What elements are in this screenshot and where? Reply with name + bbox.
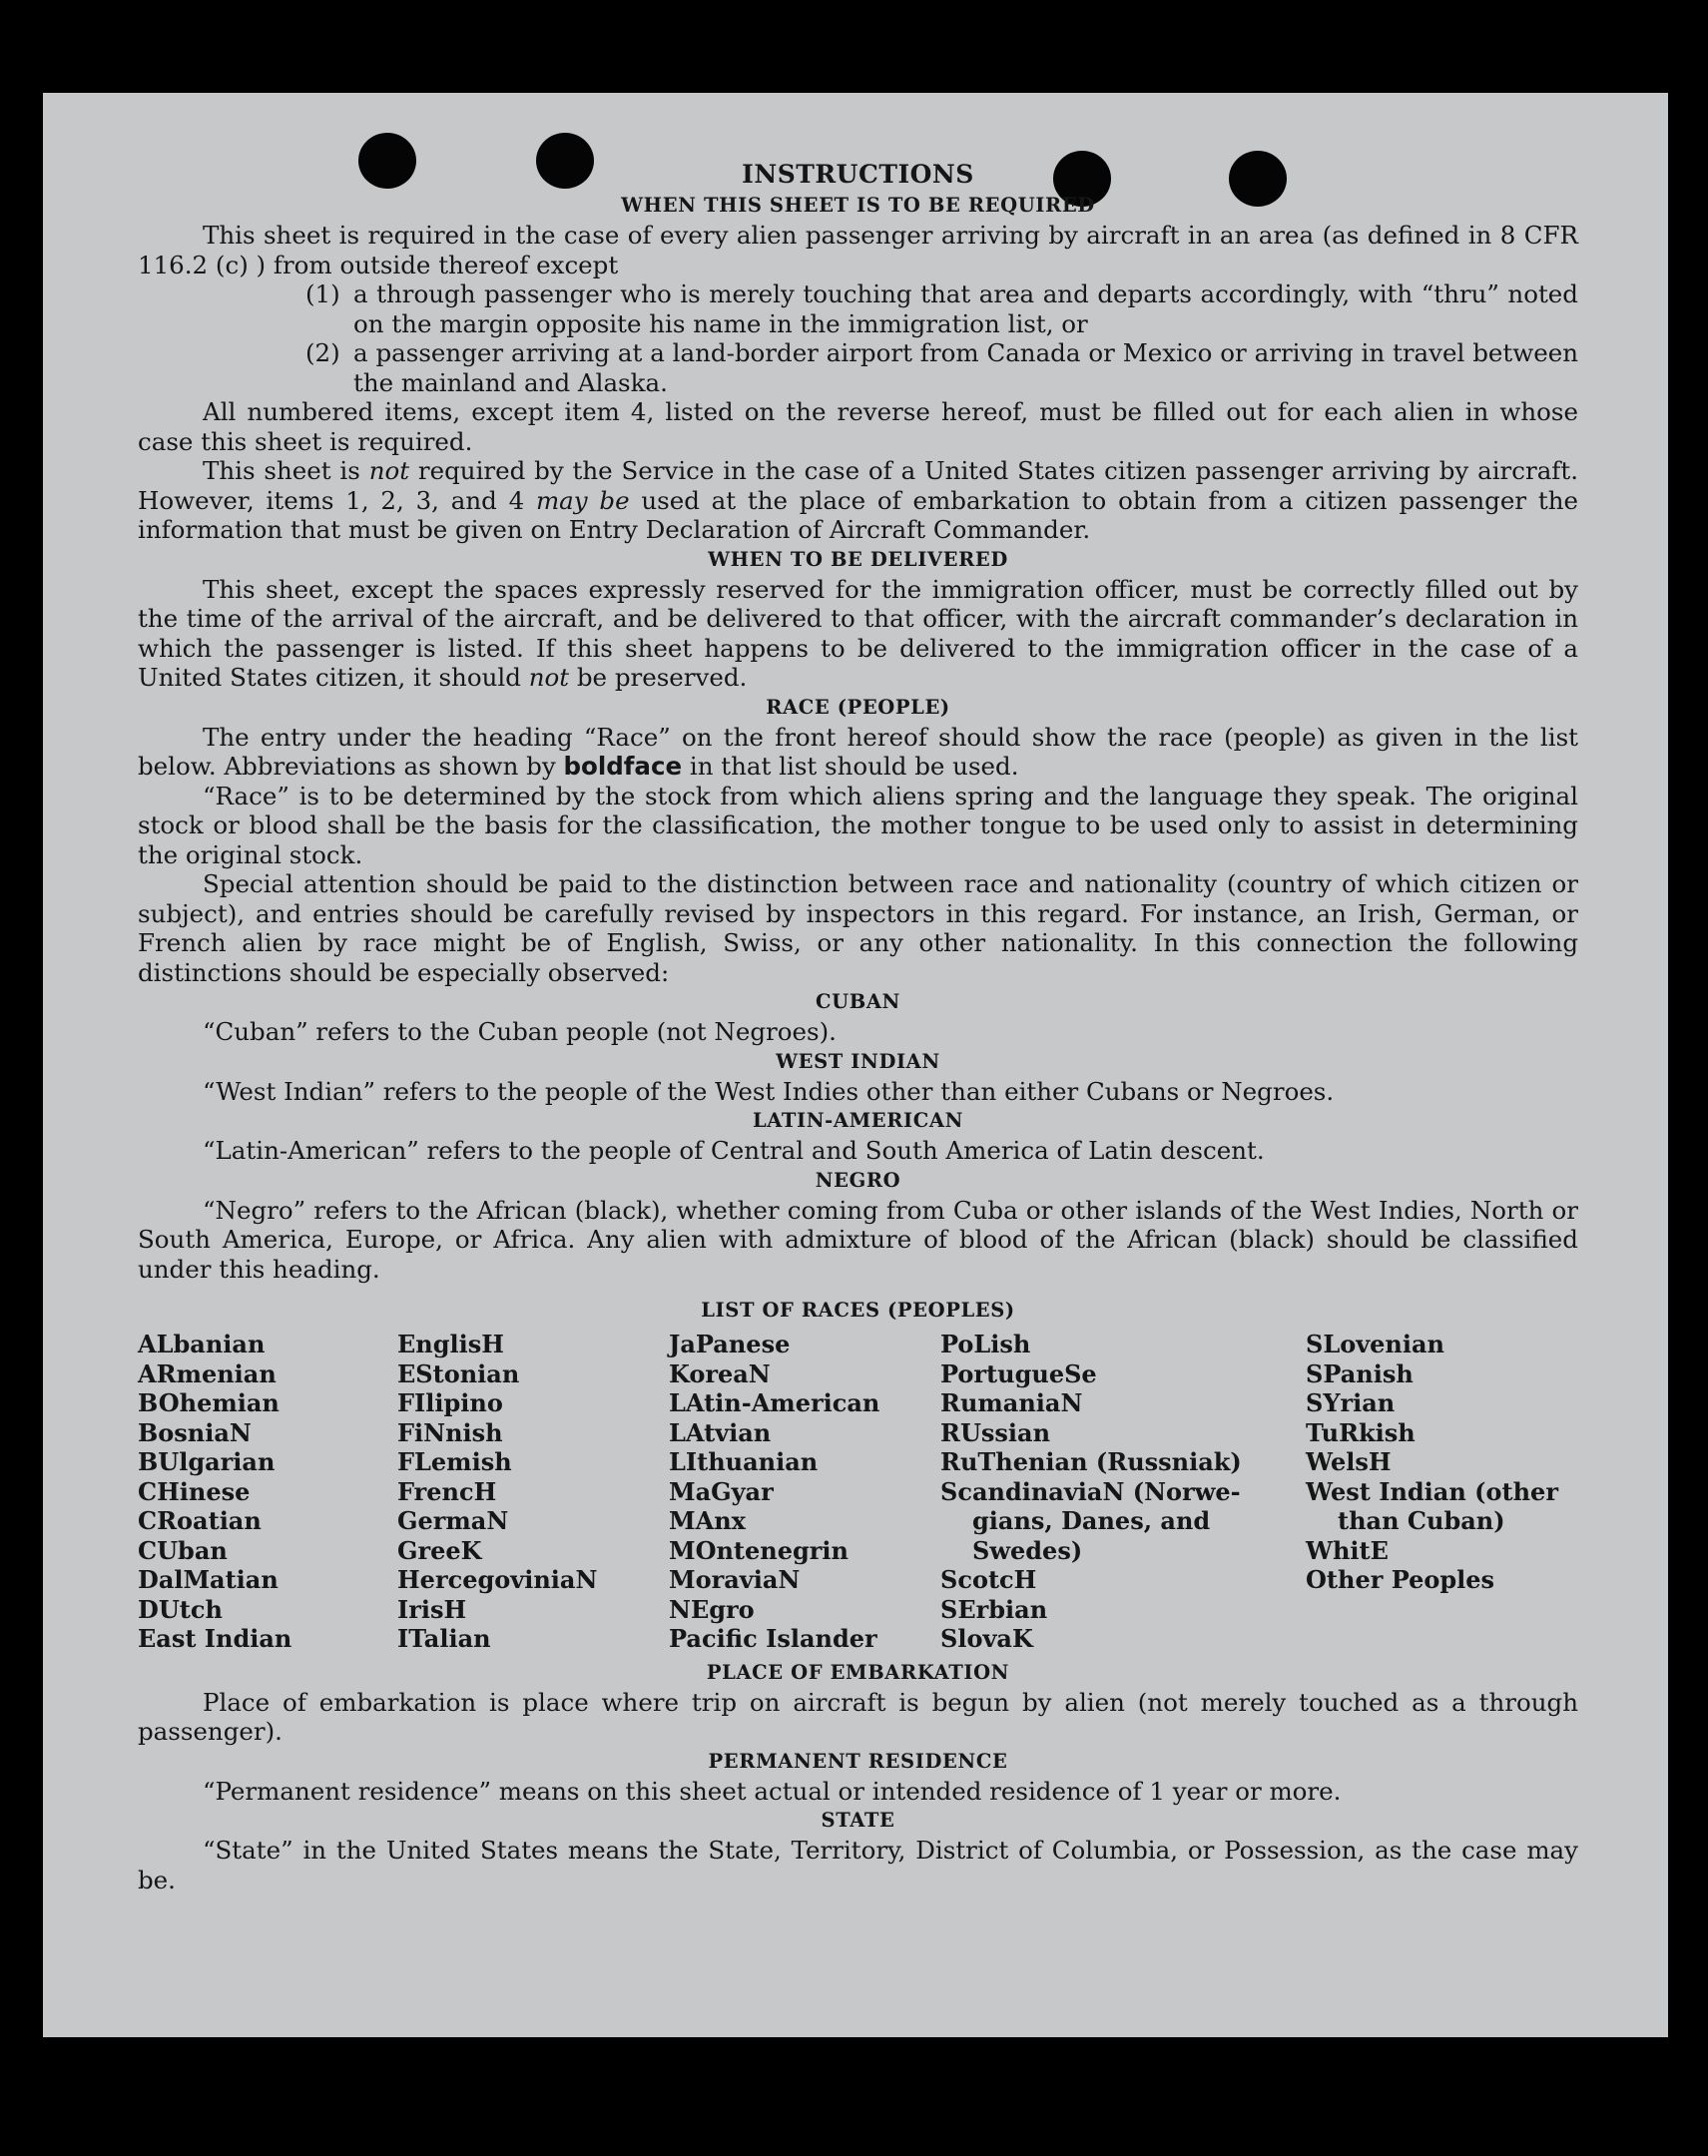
- heading-list-of-races: LIST OF RACES (PEOPLES): [701, 1299, 1015, 1322]
- race-entry: RuThenian (Russniak): [940, 1447, 1242, 1476]
- races-column: [1306, 1330, 1578, 1654]
- race-entry: ScotcH: [940, 1565, 1037, 1594]
- race-entry: BUlgarian: [138, 1447, 276, 1476]
- race-entry: SPanish: [1306, 1358, 1414, 1388]
- races-column: [940, 1330, 1306, 1654]
- paragraph-required-intro: This sheet is required in the case of every alien passenger arriving by aircraft in an area (as defined in 8 CFR 116.2 (c) ) from outside thereof except: [138, 221, 1578, 279]
- document-page: [43, 93, 1668, 2037]
- race-entry: MOntenegrin: [669, 1535, 849, 1565]
- race-entry: IrisH: [397, 1594, 467, 1624]
- paragraph-negro: “Negro” refers to the African (black), whether coming from Cuba or other islands of the West Indies, North or South America, Europe, or Africa. Any alien with admixture of blood of the African (black) should be classified under this heading.: [138, 1195, 1578, 1284]
- races-column: [397, 1330, 669, 1654]
- race-entry: MoraviaN: [669, 1565, 801, 1594]
- race-entry: RumaniaN: [940, 1388, 1083, 1417]
- race-entry: JaPanese: [669, 1330, 791, 1358]
- heading-when-delivered: WHEN TO BE DELIVERED: [708, 547, 1008, 571]
- paragraph-embarkation: Place of embarkation is place where trip on aircraft is begun by alien (not merely touched as a through passenger).: [138, 1687, 1578, 1746]
- race-entry: EnglisH: [397, 1330, 504, 1358]
- paragraph-race-entry: The entry under the heading “Race” on the front hereof should show the race (people) as given in the list below. Abbreviations as shown by boldface in that list should be used.: [138, 722, 1578, 781]
- race-entry: FrencH: [397, 1476, 497, 1506]
- races-list: [138, 1330, 1578, 1654]
- race-entry: ARmenian: [138, 1358, 277, 1388]
- heading-residence: PERMANENT RESIDENCE: [708, 1749, 1008, 1773]
- paragraph-race-stock: “Race” is to be determined by the stock from which aliens spring and the language they speak. The original stock or blood shall be the basis for the classification, the mother tongue to be used only to assist in determining the original stock.: [138, 781, 1578, 869]
- race-entry: FLemish: [397, 1447, 512, 1476]
- paragraph-delivered: This sheet, except the spaces expressly reserved for the immigration officer, must be correctly filled out by the time of the arrival of the aircraft, and be delivered to that officer, with the aircraft commander’s declaration in which the passenger is listed. If this sheet happens to be delivered to the immigration officer in the case of a United States citizen, it should not be preserved.: [138, 574, 1578, 692]
- race-entry: WhitE: [1306, 1535, 1389, 1565]
- races-column: [669, 1330, 940, 1654]
- race-entry: CRoatian: [138, 1506, 262, 1535]
- paragraph-numbered-items: All numbered items, except item 4, listed on the reverse hereof, must be filled out for each alien in whose case this sheet is required.: [138, 397, 1578, 456]
- heading-race: RACE (PEOPLE): [766, 695, 950, 719]
- race-entry: PortugueSe: [940, 1358, 1097, 1388]
- races-column: [138, 1330, 397, 1654]
- race-entry: GreeK: [397, 1535, 482, 1565]
- heading-embarkation: PLACE OF EMBARKATION: [706, 1660, 1010, 1684]
- heading-when-required: WHEN THIS SHEET IS TO BE REQUIRED: [621, 194, 1095, 217]
- instructions-text: [138, 159, 1578, 1894]
- race-entry: MaGyar: [669, 1476, 774, 1506]
- race-entry: Pacific Islander: [669, 1624, 877, 1653]
- race-entry: than Cuban): [1338, 1506, 1505, 1535]
- race-entry: DUtch: [138, 1594, 223, 1624]
- race-entry: West Indian (other: [1306, 1476, 1558, 1506]
- race-entry: EStonian: [397, 1358, 520, 1388]
- race-entry: CHinese: [138, 1476, 251, 1506]
- paragraph-west-indian: “West Indian” refers to the people of the West Indies other than either Cubans or Negroes.: [203, 1076, 1335, 1106]
- paragraph-residence: “Permanent residence” means on this sheet actual or intended residence of 1 year or more.: [203, 1776, 1342, 1806]
- race-entry: DalMatian: [138, 1565, 279, 1594]
- heading-cuban: CUBAN: [816, 990, 900, 1013]
- page-title: INSTRUCTIONS: [742, 160, 974, 189]
- heading-west-indian: WEST INDIAN: [776, 1049, 940, 1073]
- race-entry: gians, Danes, and: [972, 1506, 1211, 1535]
- paragraph-state: “State” in the United States means the State, Territory, District of Columbia, or Possession, as the case may be.: [138, 1836, 1578, 1894]
- race-entry: HercegovinіaN: [397, 1565, 598, 1594]
- race-entry: WelsH: [1306, 1447, 1392, 1476]
- race-entry: SlovaK: [940, 1624, 1033, 1653]
- paragraph-citizen: This sheet is not required by the Service in the case of a United States citizen passenger arriving by aircraft. However, items 1, 2, 3, and 4 may be used at the place of embarkation to obtain from a citizen passenger the information that must be given on Entry Declaration of Aircraft Commander.: [138, 456, 1579, 544]
- race-entry: LAtvian: [669, 1417, 772, 1447]
- heading-state: STATE: [821, 1809, 895, 1832]
- race-entry: SYrian: [1306, 1388, 1396, 1417]
- race-entry: East Indian: [138, 1624, 292, 1653]
- race-entry: PoLish: [940, 1330, 1031, 1358]
- paragraph-latin-american: “Latin-American” refers to the people of Central and South America of Latin descent.: [203, 1136, 1265, 1165]
- race-entry: Other Peoples: [1306, 1565, 1495, 1594]
- race-entry: LAtin-American: [669, 1388, 880, 1417]
- race-entry: SErbian: [940, 1594, 1048, 1624]
- race-entry: ScandinaviaN (Norwe-: [940, 1476, 1241, 1506]
- race-entry: GermaN: [397, 1506, 509, 1535]
- race-entry: RUssian: [940, 1417, 1051, 1447]
- race-entry: NEgro: [669, 1594, 755, 1624]
- paragraph-cuban: “Cuban” refers to the Cuban people (not Negroes).: [203, 1017, 837, 1046]
- race-entry: FiNnish: [397, 1417, 503, 1447]
- race-entry: BOhemian: [138, 1388, 280, 1417]
- race-entry: LIthuanian: [669, 1447, 819, 1476]
- race-entry: MAnx: [669, 1506, 746, 1535]
- paragraph-race-nationality: Special attention should be paid to the distinction between race and nationality (country of which citizen or subject), and entries should be carefully revised by inspectors in this regard. For instance, an Irish, German, or French alien by race might be of English, Swiss, or any other nationality. In this connection the following distinctions should be especially observed:: [138, 869, 1578, 987]
- race-entry: ALbanian: [138, 1330, 266, 1358]
- race-entry: TuRkish: [1306, 1417, 1416, 1447]
- heading-negro: NEGRO: [815, 1168, 901, 1192]
- race-entry: Swedes): [972, 1535, 1083, 1565]
- race-entry: ITalian: [397, 1624, 491, 1653]
- heading-latin-american: LATIN-AMERICAN: [752, 1109, 964, 1132]
- list-item: (2) a passenger arriving at a land-border airport from Canada or Mexico or arriving in travel between the mainland and Alaska.: [305, 338, 1578, 397]
- race-entry: BosniaN: [138, 1417, 252, 1447]
- race-entry: SLovenian: [1306, 1330, 1444, 1358]
- list-item: (1) a through passenger who is merely touching that area and departs accordingly, with “thru” noted on the margin opposite his name in the immigration list, or: [305, 279, 1578, 338]
- race-entry: FIlipino: [397, 1388, 503, 1417]
- race-entry: CUban: [138, 1535, 228, 1565]
- race-entry: KoreaN: [669, 1358, 771, 1388]
